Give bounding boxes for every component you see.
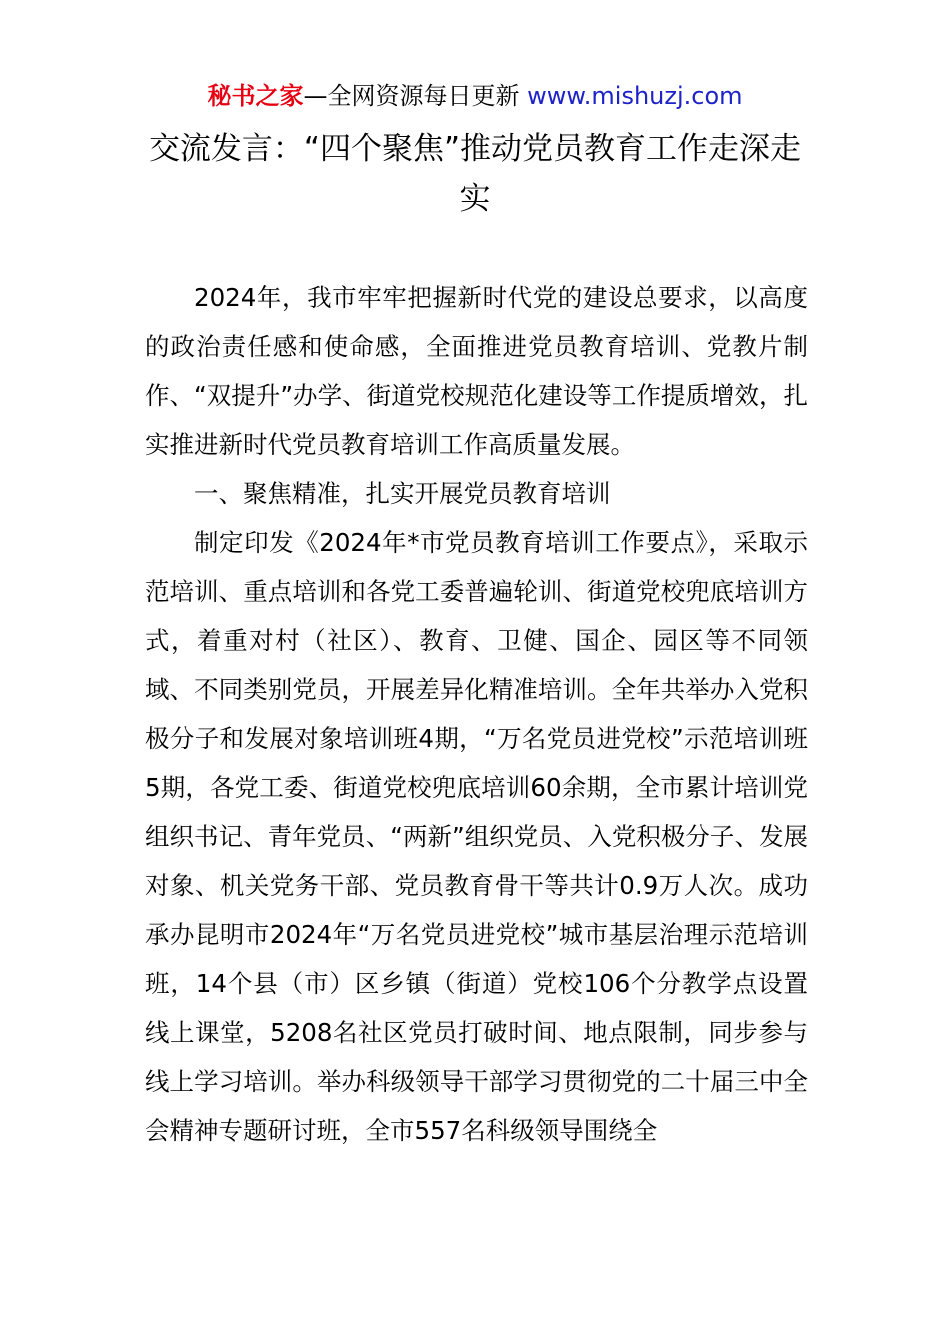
intro-paragraph: 2024年，我市牢牢把握新时代党的建设总要求，以高度的政治责任感和使命感，全面推进党员教育培训、党教片制作、“双提升”办学、街道党校规范化建设等工作提质增效，扎实推进新时代党员教育培训工作高质量发展。 xyxy=(145,283,808,459)
site-header xyxy=(0,80,950,112)
section-paragraph: 制定印发《2024年*市党员教育培训工作要点》，采取示范培训、重点培训和各党工委普遍轮训、街道党校兜底培训方式，着重对村（社区）、教育、卫健、国企、园区等不同领域、不同类别党员，开展差异化精准培训。全年共举办入党积极分子和发展对象培训班4期，“万名党员进党校”示范培训班5期，各党工委、街道党校兜底培训60余期，全市累计培训党组织书记、青年党员、“两新”组织党员、入党积极分子、发展对象、机关党务干部、党员教育骨干等共计0.9万人次。成功承办昆明市2024年“万名党员进党校”城市基层治理示范培训班，14个县（市）区乡镇（街道）党校106个分教学点设置线上课堂，5208名社区党员打破时间、地点限制，同步参与线上学习培训。举办科级领导干部学习贯彻党的二十届三中全会精神专题研讨班，全市557名科级领导围绕全 xyxy=(145,528,808,1145)
site-tagline: —全网资源每日更新 xyxy=(303,82,528,110)
document-body xyxy=(145,273,808,1155)
site-brand: 秘书之家 xyxy=(207,82,304,110)
site-url-link[interactable]: www.mishuzj.com xyxy=(527,82,743,110)
document-title: 交流发言：“四个聚焦”推动党员教育工作走深走实 xyxy=(148,131,802,217)
section-heading: 一、聚焦精准，扎实开展党员教育培训 xyxy=(194,479,611,508)
